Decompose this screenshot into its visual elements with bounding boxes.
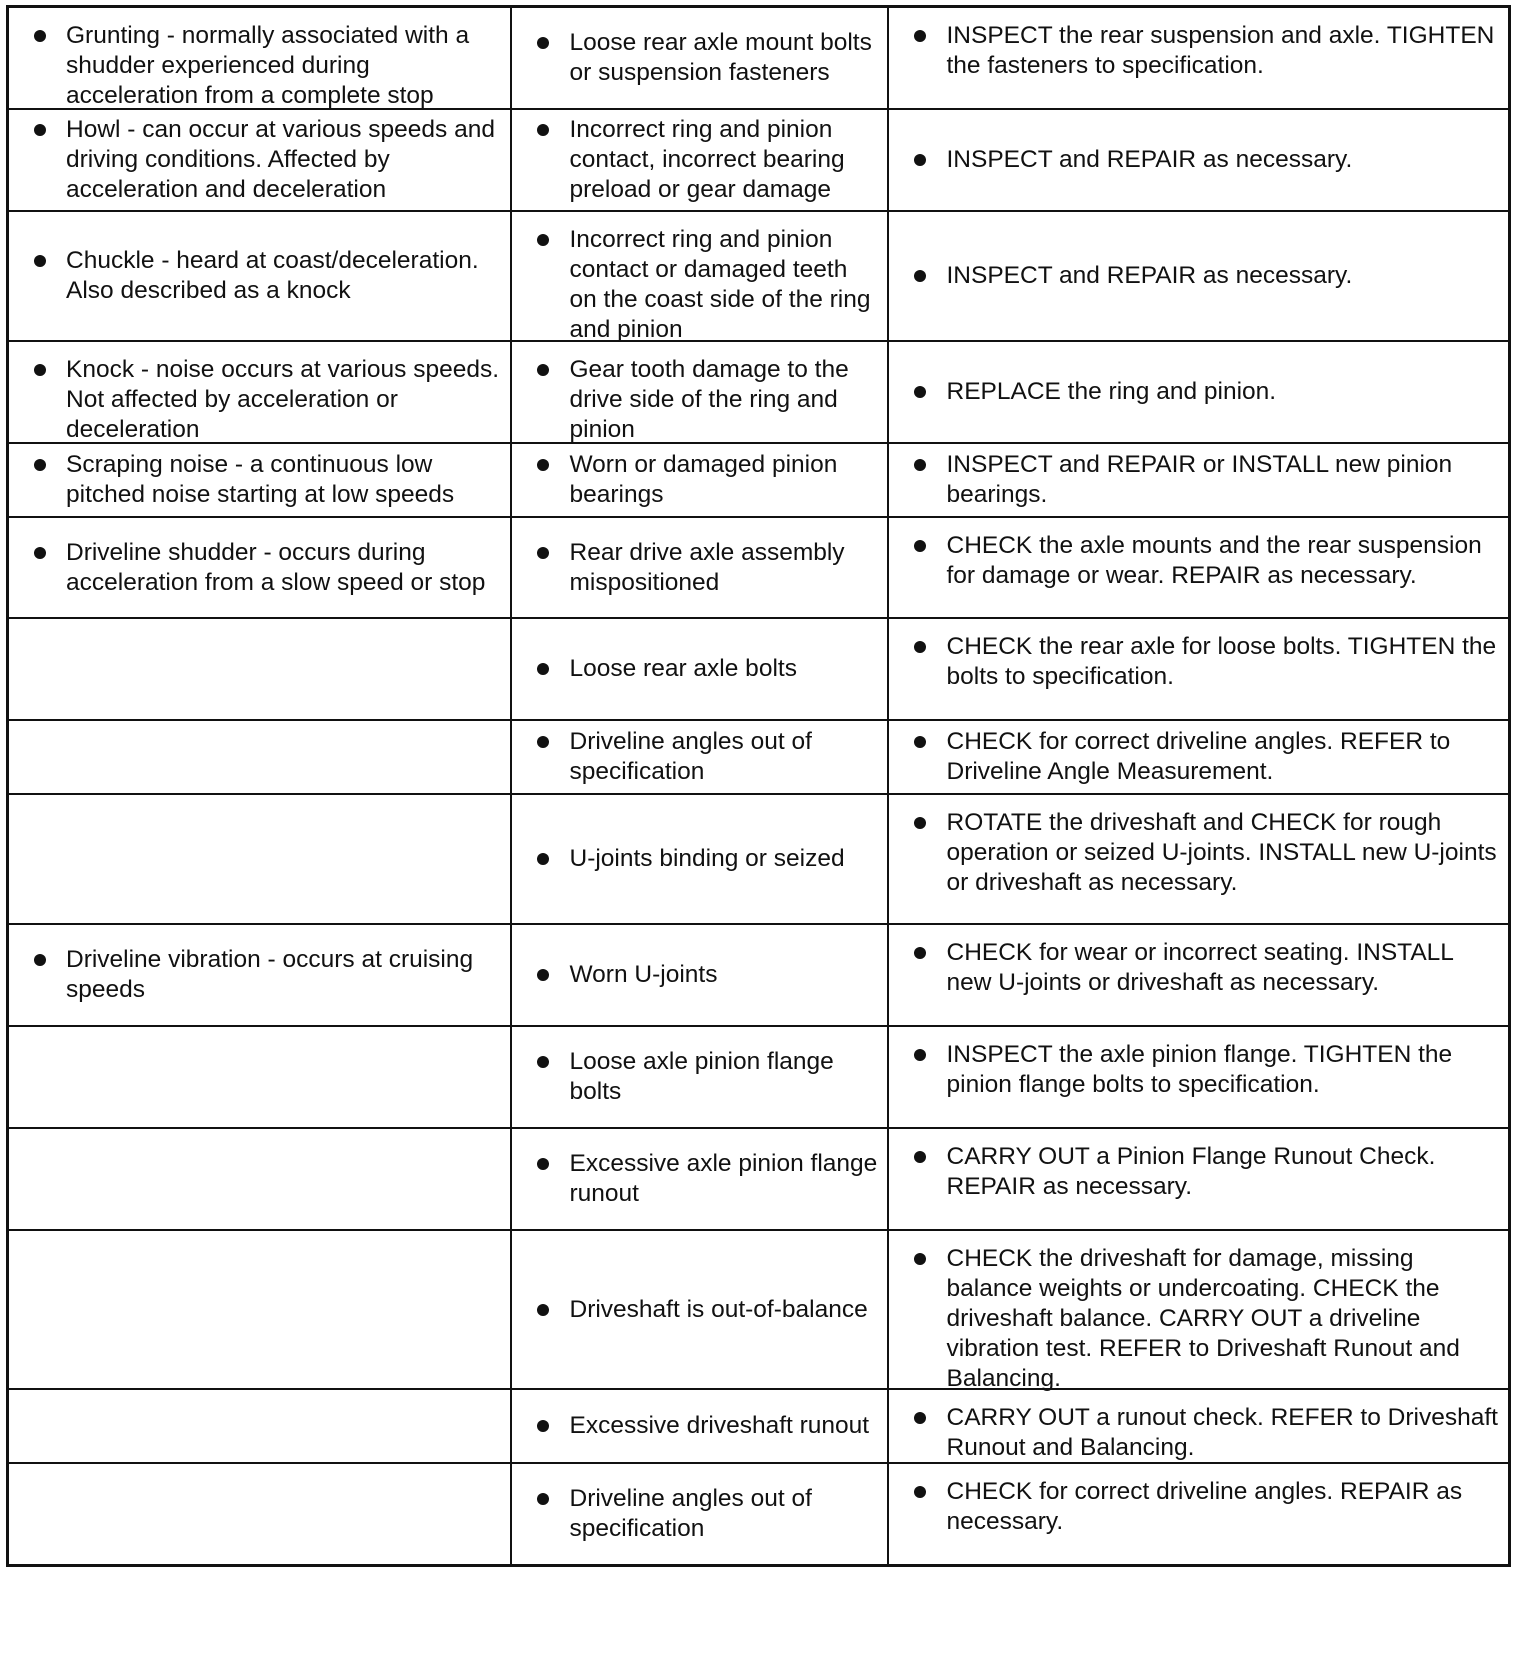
action-text: ROTATE the driveshaft and CHECK for rough operation or seized U-joints. INSTALL new U-joints or driveshaft as necessary. [946, 809, 1497, 896]
symptom-item [9, 355, 510, 445]
cause-text: Excessive driveshaft runout [569, 1412, 870, 1439]
bullet-icon [34, 954, 46, 966]
cause-cell [511, 1463, 888, 1566]
action-item [889, 377, 1285, 407]
symptom-item [9, 450, 510, 510]
symptom-cell [8, 720, 511, 794]
cause-cell [511, 517, 888, 618]
bullet-icon [914, 641, 926, 653]
cause-item [512, 654, 803, 684]
action-cell [888, 924, 1510, 1026]
bullet-icon [537, 969, 549, 981]
bullet-icon [537, 1493, 549, 1505]
bullet-icon [537, 1420, 549, 1432]
cause-text: Gear tooth damage to the drive side of the ring and pinion [569, 356, 849, 443]
cause-item [512, 727, 887, 787]
cause-item [512, 355, 887, 445]
action-text: CARRY OUT a Pinion Flange Runout Check. REPAIR as necessary. [946, 1143, 1436, 1200]
symptom-text: Chuckle - heard at coast/deceleration. Also described as a knock [66, 247, 479, 304]
bullet-icon [34, 364, 46, 376]
cause-cell [511, 1389, 888, 1463]
cause-item [512, 960, 724, 990]
table-row [8, 109, 1510, 211]
cause-text: U-joints binding or seized [569, 845, 845, 872]
symptom-cell [8, 1463, 511, 1566]
action-text: CHECK for correct driveline angles. REPAIR as necessary. [946, 1478, 1463, 1535]
bullet-icon [537, 1158, 549, 1170]
table-row [8, 443, 1510, 517]
action-cell [888, 1230, 1510, 1392]
symptom-cell [8, 1389, 511, 1463]
bullet-icon [34, 255, 46, 267]
symptom-cell [8, 1230, 511, 1389]
table-row [8, 1463, 1510, 1566]
cause-text: Excessive axle pinion flange runout [569, 1150, 878, 1207]
symptom-cell [8, 109, 511, 211]
cause-text: Worn U-joints [569, 961, 718, 988]
table-row [8, 1389, 1510, 1463]
bullet-icon [34, 547, 46, 559]
cause-text: Loose rear axle bolts [569, 655, 797, 682]
bullet-icon [537, 1304, 549, 1316]
action-cell [888, 1463, 1510, 1566]
action-text: INSPECT the rear suspension and axle. TIGHTEN the fasteners to specification. [946, 22, 1495, 79]
action-text: CHECK for correct driveline angles. REFER to Driveline Angle Measurement. [946, 728, 1451, 785]
cause-cell [511, 618, 888, 720]
cause-item [512, 844, 851, 874]
action-text: CHECK the rear axle for loose bolts. TIGHTEN the bolts to specification. [946, 633, 1497, 690]
bullet-icon [537, 853, 549, 865]
action-cell [888, 341, 1510, 443]
symptom-item [9, 115, 510, 205]
cause-item [512, 1484, 887, 1544]
action-cell [888, 443, 1510, 517]
action-item [889, 1403, 1509, 1463]
action-cell [888, 1389, 1510, 1463]
cause-item [512, 1149, 887, 1209]
action-item [889, 145, 1361, 175]
cause-cell [511, 443, 888, 517]
action-item [889, 531, 1509, 591]
cause-cell [511, 109, 888, 211]
action-item [889, 1142, 1509, 1202]
symptom-cell [8, 517, 511, 618]
bullet-icon [34, 459, 46, 471]
symptom-cell [8, 1128, 511, 1230]
cause-cell [511, 211, 888, 341]
symptom-item [9, 21, 510, 111]
action-cell [888, 720, 1510, 794]
table-row [8, 341, 1510, 443]
cause-item [512, 225, 887, 345]
action-text: INSPECT and REPAIR as necessary. [946, 262, 1353, 289]
cause-text: Driveshaft is out-of-balance [569, 1295, 868, 1323]
symptom-item [9, 538, 510, 598]
bullet-icon [34, 124, 46, 136]
bullet-icon [914, 817, 926, 829]
action-cell [888, 7, 1510, 110]
symptom-cell [8, 618, 511, 720]
action-cell [888, 211, 1510, 341]
cause-cell [511, 1230, 888, 1389]
table-row [8, 618, 1510, 720]
bullet-icon [914, 30, 926, 42]
cause-text: Rear drive axle assembly mispositioned [569, 538, 845, 596]
action-cell [888, 109, 1510, 211]
table-row [8, 7, 1510, 110]
action-text: REPLACE the ring and pinion. [946, 378, 1277, 405]
bullet-icon [537, 663, 549, 675]
cause-cell [511, 720, 888, 794]
bullet-icon [914, 1412, 926, 1424]
action-cell [888, 1026, 1510, 1128]
bullet-icon [914, 270, 926, 282]
cause-item [512, 450, 887, 510]
action-item [889, 808, 1509, 898]
action-cell [888, 794, 1510, 924]
bullet-icon [537, 364, 549, 376]
bullet-icon [34, 30, 46, 42]
cause-item [512, 1411, 876, 1441]
action-text: CHECK for wear or incorrect seating. INSTALL new U-joints or driveshaft as necessary. [946, 939, 1454, 996]
symptom-text: Howl - can occur at various speeds and driving conditions. Affected by acceleration and deceleration [66, 116, 495, 203]
cause-text: Driveline angles out of specification [569, 728, 812, 785]
symptom-text: Grunting - normally associated with a shudder experienced during acceleration from a complete stop [66, 22, 470, 109]
table-row [8, 211, 1510, 341]
table-body [8, 7, 1510, 1566]
symptom-cell [8, 924, 511, 1026]
bullet-icon [914, 736, 926, 748]
bullet-icon [914, 154, 926, 166]
cause-item [512, 115, 887, 205]
bullet-icon [537, 124, 549, 136]
action-cell [888, 517, 1510, 618]
bullet-icon [537, 234, 549, 246]
symptom-cell [8, 211, 511, 341]
bullet-icon [914, 386, 926, 398]
action-item [889, 938, 1509, 998]
action-item [889, 450, 1509, 510]
bullet-icon [537, 1056, 549, 1068]
action-item [889, 21, 1509, 81]
cause-item [512, 28, 887, 88]
action-item [889, 1244, 1509, 1394]
diagnosis-table [6, 5, 1511, 1567]
cause-item [512, 538, 887, 598]
action-item [889, 261, 1361, 291]
cause-text: Incorrect ring and pinion contact, incorrect bearing preload or gear damage [569, 116, 845, 203]
table-row [8, 720, 1510, 794]
symptom-item [9, 246, 510, 306]
bullet-icon [914, 1486, 926, 1498]
action-item [889, 1477, 1509, 1537]
action-text: INSPECT and REPAIR or INSTALL new pinion bearings. [946, 451, 1453, 508]
action-text: CHECK the driveshaft for damage, missing balance weights or undercoating. CHECK the driveshaft balance. CARRY OUT a driveline vibration test. REFER to Driveshaft Runout and Balancing. [946, 1245, 1460, 1392]
table-row [8, 1128, 1510, 1230]
symptom-cell [8, 7, 511, 110]
table-row [8, 924, 1510, 1026]
cause-cell [511, 1026, 888, 1128]
cause-cell [511, 7, 888, 110]
symptom-cell [8, 341, 511, 443]
bullet-icon [537, 37, 549, 49]
symptom-cell [8, 1026, 511, 1128]
cause-cell [511, 1128, 888, 1230]
bullet-icon [914, 947, 926, 959]
bullet-icon [914, 1151, 926, 1163]
cause-text: Worn or damaged pinion bearings [569, 451, 838, 508]
table-row [8, 794, 1510, 924]
cause-cell [511, 341, 888, 443]
bullet-icon [537, 736, 549, 748]
cause-text: Loose rear axle mount bolts or suspension fasteners [569, 29, 872, 86]
table-row [8, 1026, 1510, 1128]
symptom-item [9, 945, 510, 1005]
action-item [889, 727, 1509, 787]
bullet-icon [914, 459, 926, 471]
symptom-text: Scraping noise - a continuous low pitched noise starting at low speeds [66, 451, 455, 508]
symptom-text: Driveline shudder - occurs during acceleration from a slow speed or stop [66, 538, 486, 596]
table-row [8, 517, 1510, 618]
action-text: INSPECT and REPAIR as necessary. [946, 146, 1353, 173]
bullet-icon [914, 1049, 926, 1061]
bullet-icon [537, 459, 549, 471]
cause-text: Loose axle pinion flange bolts [569, 1048, 834, 1105]
action-cell [888, 1128, 1510, 1230]
symptom-cell [8, 794, 511, 924]
bullet-icon [914, 1253, 926, 1265]
cause-text: Driveline angles out of specification [569, 1485, 812, 1542]
cause-item [512, 1295, 874, 1325]
cause-cell [511, 794, 888, 924]
symptom-text: Driveline vibration - occurs at cruising speeds [66, 946, 474, 1003]
symptom-text: Knock - noise occurs at various speeds. Not affected by acceleration or deceleration [66, 356, 500, 443]
action-item [889, 632, 1509, 692]
action-cell [888, 618, 1510, 720]
table-row [8, 1230, 1510, 1389]
bullet-icon [914, 540, 926, 552]
action-item [889, 1040, 1509, 1100]
cause-text: Incorrect ring and pinion contact or damaged teeth on the coast side of the ring and pinion [569, 226, 871, 343]
action-text: CARRY OUT a runout check. REFER to Driveshaft Runout and Balancing. [946, 1404, 1498, 1461]
cause-item [512, 1047, 887, 1107]
action-text: CHECK the axle mounts and the rear suspension for damage or wear. REPAIR as necessary. [946, 532, 1482, 589]
symptom-cell [8, 443, 511, 517]
cause-cell [511, 924, 888, 1026]
bullet-icon [537, 547, 549, 559]
action-text: INSPECT the axle pinion flange. TIGHTEN the pinion flange bolts to specification. [946, 1041, 1453, 1098]
